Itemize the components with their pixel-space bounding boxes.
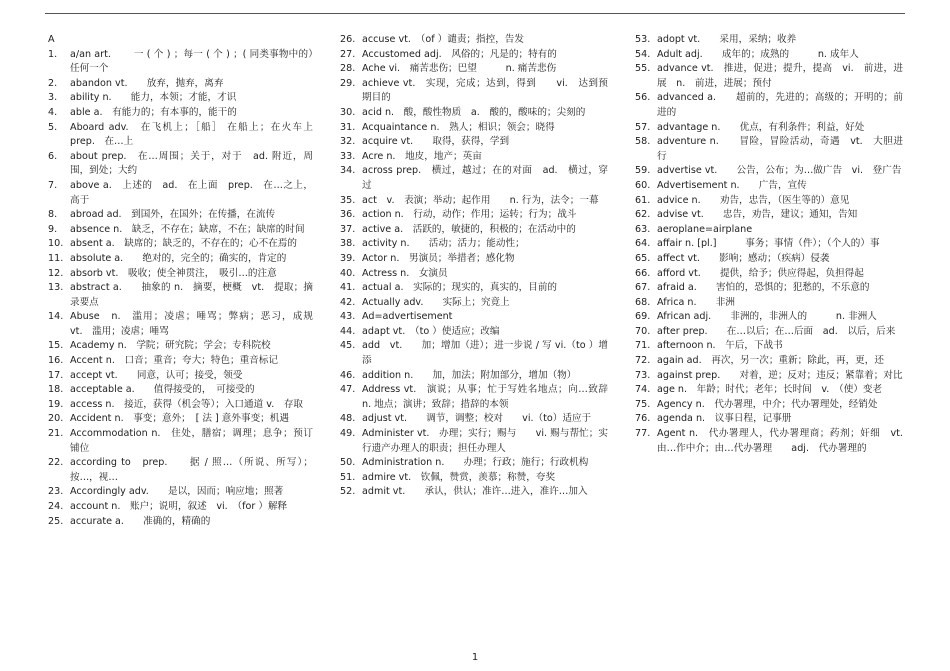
top-rule [45,13,905,14]
entry-text: accuse vt. （of ）谴责；指控，告发 [362,34,524,45]
vocab-entry [48,48,313,77]
vocab-entry [340,310,608,325]
entry-number: 12. [48,267,64,279]
entry-number: 43. [340,311,356,323]
entry-text: adjust vt. 调节，调整；校对 vi.（to）适应于 [362,413,592,425]
vocab-entry [340,383,608,412]
entry-number: 44. [340,325,356,337]
entry-number: 38. [340,238,356,250]
entry-text: adventure n. 冒险，冒险活动，奇遇 vt. 大胆进行 [657,136,903,162]
column-2 [340,33,608,500]
entry-number: 62. [635,209,651,221]
vocab-entry [340,237,608,252]
entry-text: Address vt. 演说；从事；忙于写姓名地点；向…致辞 n. 地点；演讲；致辞；措辞的本领 [362,384,608,410]
vocab-entry [48,310,333,339]
entry-text: Actor n. 男演员；举措者；感化物 [362,252,515,264]
entry-text: Africa n. 非洲 [657,296,735,308]
column-3 [635,33,913,456]
vocab-entry [48,369,313,384]
vocab-entry [635,427,913,456]
entry-text: African adj. 非洲的，非洲人的 n. 非洲人 [657,311,877,323]
entry-text: Adult adj. 成年的；成熟的 n. 成年人 [657,48,859,60]
entry-text: Acre n. 地皮，地产；英亩 [362,150,482,162]
vocab-entry [635,208,903,223]
entry-text: advise vt. 忠告，劝告，建议；通知，告知 [657,209,858,221]
entry-text: absence n. 缺乏，不存在；缺席，不在；缺席的时间 [70,223,305,235]
entry-number: 16. [48,355,64,367]
entry-number: 74. [635,384,651,396]
vocab-entry [48,252,313,267]
vocab-entry [48,281,313,310]
entry-text: age n. 年龄；时代；老年；长时间 v. （使）变老 [657,384,883,396]
vocab-entry [340,296,608,311]
vocab-entry [635,267,903,282]
entry-text: acquire vt. 取得，获得，学到 [362,136,510,148]
vocab-entry [635,194,903,209]
entry-number: 76. [635,413,651,425]
entry-number: 1. [48,48,58,60]
vocab-entry [340,369,608,384]
entry-text: Administration n. 办理；行政；施行；行政机构 [362,457,589,469]
entry-text: a/an art. 一 ( 个 ) ；每一 ( 个 ) ；( 同类事物中的）任何一个 [70,48,313,75]
entry-text: abroad ad. 到国外，在国外；在传播，在流传 [70,209,276,221]
entry-number: 6. [48,150,58,162]
entry-number: 59. [635,165,651,177]
entry-number: 63. [635,223,651,235]
vocab-entry [340,194,608,209]
vocab-entry [48,515,313,530]
vocab-entry [340,48,608,63]
entry-text: admire vt. 钦佩，赞赏，羡慕；称赞，夸奖 [362,471,556,483]
vocab-entry [340,135,608,150]
entry-number: 30. [340,106,356,118]
entry-number: 48. [340,413,356,425]
vocab-entry [340,223,608,238]
entry-text: Advertisement n. 广告，宣传 [657,179,807,191]
vocab-entry [48,456,313,485]
vocab-entry [635,121,903,136]
entry-number: 71. [635,340,651,352]
vocab-entry [340,325,608,340]
entry-text: advanced a. 超前的，先进的；高级的；开明的；前进的 [657,92,903,118]
vocab-entry [635,179,903,194]
entry-number: 73. [635,369,651,381]
entry-text: access n. 接近，获得（机会等）；入口通道 v. 存取 [70,398,304,410]
entry-text: add vt. 加；增加（进）；进一步说 / 写 vi.（to ）增添 [362,340,608,367]
entry-text: Accommodation n. 住处，膳宿；调理；息争；预订铺位 [70,428,313,454]
entry-number: 31. [340,121,356,133]
entry-text: after prep. 在…以后；在…后面 ad. 以后，后来 [657,325,896,337]
entry-number: 13. [48,282,64,294]
entry-number: 50. [340,457,356,469]
entry-text: against prep. 对着，逆；反对；违反；紧靠着；对比 [657,369,903,381]
vocab-entry [48,398,313,413]
entry-text: admit vt. 承认，供认；准许…进入，准许…加入 [362,486,588,498]
entry-number: 72. [635,355,651,367]
entry-number: 45. [340,340,356,352]
entry-text: advice n. 劝告，忠告，（医生等的）意见 [657,194,850,206]
vocab-entry [635,135,903,164]
entry-text: Ache vi. 痛苦悲伤；巴望 n. 痛苦悲伤 [362,63,557,75]
vocab-entry [48,223,313,238]
vocab-entry [340,456,608,471]
entry-number: 17. [48,369,64,381]
vocab-entry [635,33,903,48]
entry-text: activity n. 活动；活力；能动性； [362,238,525,250]
vocab-entry [48,237,313,252]
vocab-entry [635,48,903,63]
entry-text: aeroplane=airplane [657,223,753,235]
entry-number: 68. [635,296,651,308]
entry-number: 65. [635,252,651,264]
entry-number: 69. [635,311,651,323]
entry-number: 66. [635,267,651,279]
entry-text: Academy n. 学院；研究院；学会；专科院校 [70,340,271,352]
vocab-entry [48,208,313,223]
entry-number: 40. [340,267,356,279]
vocab-entry [340,252,608,267]
vocab-entry [48,106,313,121]
entry-text: Agent n. 代办署理人，代办署理商；药剂；奸细 vt. 由…作中介；由…代办署理 adj. 代办署理的 [657,428,913,454]
entry-number: 2. [48,77,58,89]
vocab-entry [635,354,903,369]
entry-number: 4. [48,106,58,118]
vocab-entry [340,121,608,136]
entry-text: afraid a. 害怕的，恐惧的；犯愁的，不乐意的 [657,282,870,294]
entry-text: adapt vt. （to ）使适应；改编 [362,325,500,337]
entry-text: about prep. 在…周围；关于，对于 ad. 附近，周围，到处；大约 [70,150,313,177]
entry-number: 23. [48,486,64,498]
entry-number: 37. [340,223,356,235]
entry-number: 18. [48,384,64,396]
entry-number: 7. [48,179,58,191]
vocab-entry [340,281,608,296]
vocab-entry [340,427,608,456]
entry-number: 21. [48,428,64,440]
entry-number: 58. [635,136,651,148]
vocab-entry [635,281,903,296]
vocab-entry [340,412,608,427]
entry-number: 35. [340,194,356,206]
entry-number: 46. [340,369,356,381]
vocab-entry [635,383,903,398]
entry-text: account n. 账户；说明，叙述 vi. （for ）解释 [70,501,288,512]
entry-number: 15. [48,340,64,352]
vocab-entry [48,121,313,150]
entry-number: 61. [635,194,651,206]
entry-text: Abuse n. 滥用；凌虐；唾骂；弊病；恶习，成规 vt. 滥用；凌虐；唾骂 [70,311,333,337]
entry-text: Accent n. 口音；重音；夸大；特色；重音标记 [70,355,278,367]
vocab-entry [48,179,313,208]
entry-number: 56. [635,92,651,104]
entry-number: 57. [635,121,651,133]
entry-text: advertise vt. 公告，公布；为…做广告 vi. 登广告 [657,165,902,177]
entry-number: 27. [340,48,356,60]
vocab-entry [635,398,903,413]
vocab-entry [635,369,903,384]
entry-number: 29. [340,77,356,89]
entry-text: Administer vt. 办理；实行；赐与 vi. 赐与帮忙；实行遗产办理人的职责；担任办理人 [362,428,608,454]
vocab-entry [635,252,903,267]
vocab-entry [340,150,608,165]
entry-number: 26. [340,34,356,45]
entry-text: Actually adv. 实际上；究竟上 [362,296,510,308]
vocab-entry [340,33,608,48]
entry-number: 54. [635,48,651,60]
entry-text: adopt vt. 采用，采纳；收养 [657,34,797,45]
entry-number: 60. [635,179,651,191]
entry-text: across prep. 横过，越过；在的对面 ad. 横过，穿过 [362,165,608,191]
vocab-entry [48,150,313,179]
entry-number: 3. [48,92,58,104]
vocab-entry [340,106,608,121]
entry-number: 42. [340,296,356,308]
entry-number: 5. [48,121,58,133]
vocab-entry [48,354,313,369]
entry-text: absolute a. 绝对的，完全的；确实的，肯定的 [70,252,287,264]
vocab-entry [340,485,608,500]
vocab-entry [340,77,608,106]
entry-text: act v. 表演；举动；起作用 n. 行为，法令；一幕 [362,194,599,206]
entry-text: Accident n. 事变；意外； [ 法 ] 意外事变；机遇 [70,413,289,425]
vocab-entry [635,164,903,179]
entry-text: agenda n. 议事日程，记事册 [657,413,792,425]
vocab-entry [635,339,903,354]
vocab-entry [635,91,903,120]
entry-number: 9. [48,223,58,235]
vocab-entry [635,223,903,238]
entry-number: 39. [340,252,356,264]
entry-number: 41. [340,282,356,294]
vocab-entry [635,325,903,340]
entry-text: Accustomed adj. 风俗的；凡是的；特有的 [362,48,557,60]
entry-text: action n. 行动，动作；作用；运转；行为；战斗 [362,209,577,221]
entry-number: 70. [635,325,651,337]
entry-text: abstract a. 抽象的 n. 摘要，梗概 vt. 提取；摘录要点 [70,282,313,308]
entry-text: able a. 有能力的；有本事的，能干的 [70,106,237,118]
vocab-entry [48,427,313,456]
vocab-entry [48,485,313,500]
entry-number: 55. [635,63,651,75]
entry-text: above a. 上述的 ad. 在上面 prep. 在…之上，高于 [70,179,313,206]
entry-number: 25. [48,515,64,527]
vocab-entry [48,267,313,282]
column-1 [48,33,333,529]
entry-text: actual a. 实际的；现实的，真实的，目前的 [362,282,558,294]
entry-text: Ad=advertisement [362,311,453,323]
vocab-entry [48,500,313,515]
entry-text: ability n. 能力，本领；才能，才识 [70,92,237,104]
entry-number: 34. [340,165,356,177]
entry-number: 20. [48,413,64,425]
vocab-entry [48,412,313,427]
entry-number: 28. [340,63,356,75]
entry-number: 32. [340,136,356,148]
entry-text: absorb vt. 吸收；使全神贯注， 吸引…的注意 [70,267,277,279]
entry-text: according to prep. 据 / 照…（所说、所写）；按…，视… [70,457,313,483]
vocab-entry [340,339,608,368]
entry-text: advantage n. 优点，有利条件；利益，好处 [657,121,865,133]
vocab-entry [340,208,608,223]
vocab-entry [635,310,903,325]
entry-text: Accordingly adv. 是以，因而；响应地；照著 [70,486,284,498]
entry-number: 33. [340,150,356,162]
entry-text: Actress n. 女演员 [362,267,448,279]
vocab-entry [635,412,903,427]
entry-text: accurate a. 准确的，精确的 [70,515,211,527]
entry-text: Acquaintance n. 熟人；相识；领会；晓得 [362,121,555,133]
entry-number: 47. [340,384,356,396]
vocab-entry [635,237,903,252]
entry-number: 11. [48,252,64,264]
entry-text: affair n. [pl.] 事务；事情（件）；（个人的）事 [657,238,880,250]
entry-number: 36. [340,209,356,221]
entry-number: 22. [48,457,64,469]
entry-text: absent a. 缺席的；缺乏的，不存在的；心不在焉的 [70,238,297,250]
entry-text: achieve vt. 实现，完成；达到，得到 vi. 达到预期目的 [362,77,608,104]
entry-text: afford vt. 提供，给予；供应得起，负担得起 [657,267,864,279]
vocab-entry [48,339,313,354]
entry-number: 8. [48,209,58,221]
entry-text: advance vt. 推进，促进；提升，提高 vi. 前进，进展 n. 前进，进展；预付 [657,63,903,89]
entry-text: acceptable a. 值得接受的， 可接受的 [70,384,255,396]
entry-number: 77. [635,428,651,440]
entry-number: 49. [340,428,356,440]
entry-number: 75. [635,398,651,410]
entry-number: 19. [48,398,64,410]
entry-text: addition n. 加，加法；附加部分，增加（物） [362,369,577,381]
entry-number: 53. [635,34,651,45]
vocab-entry [340,471,608,486]
vocab-entry [635,62,903,91]
vocab-entry [635,296,903,311]
vocab-entry [48,383,313,398]
entry-text: abandon vt. 放弃，抛弃，离弃 [70,77,224,89]
entry-text: Agency n. 代办署理，中介；代办署理处，经销处 [657,398,878,410]
entry-number: 10. [48,238,64,250]
entry-text: afternoon n. 午后，下战书 [657,340,783,352]
section-letter: A [48,34,55,45]
vocab-entry [340,164,608,193]
entry-number: 51. [340,471,356,483]
vocab-entry [340,267,608,282]
vocab-entry [340,62,608,77]
entry-number: 14. [48,311,64,323]
vocab-entry [48,91,313,106]
entry-number: 64. [635,238,651,250]
entry-text: accept vt. 同意，认可；接受，领受 [70,369,243,381]
entry-text: active a. 活跃的，敏捷的，积极的；在活动中的 [362,223,576,235]
entry-text: Aboard adv. 在飞机上；［船］ 在船上；在火车上 prep. 在…上 [70,121,313,148]
page-number: 1 [471,652,479,663]
entry-number: 24. [48,501,64,512]
entry-text: acid n. 酸，酸性物质 a. 酸的，酸味的；尖刻的 [362,106,586,118]
entry-text: affect vt. 影响；感动；（疾病）侵袭 [657,252,830,264]
vocab-entry [48,77,313,92]
entry-number: 67. [635,282,651,294]
entry-text: again ad. 再次，另一次；重新；除此，再，更，还 [657,355,884,367]
entry-number: 52. [340,486,356,498]
